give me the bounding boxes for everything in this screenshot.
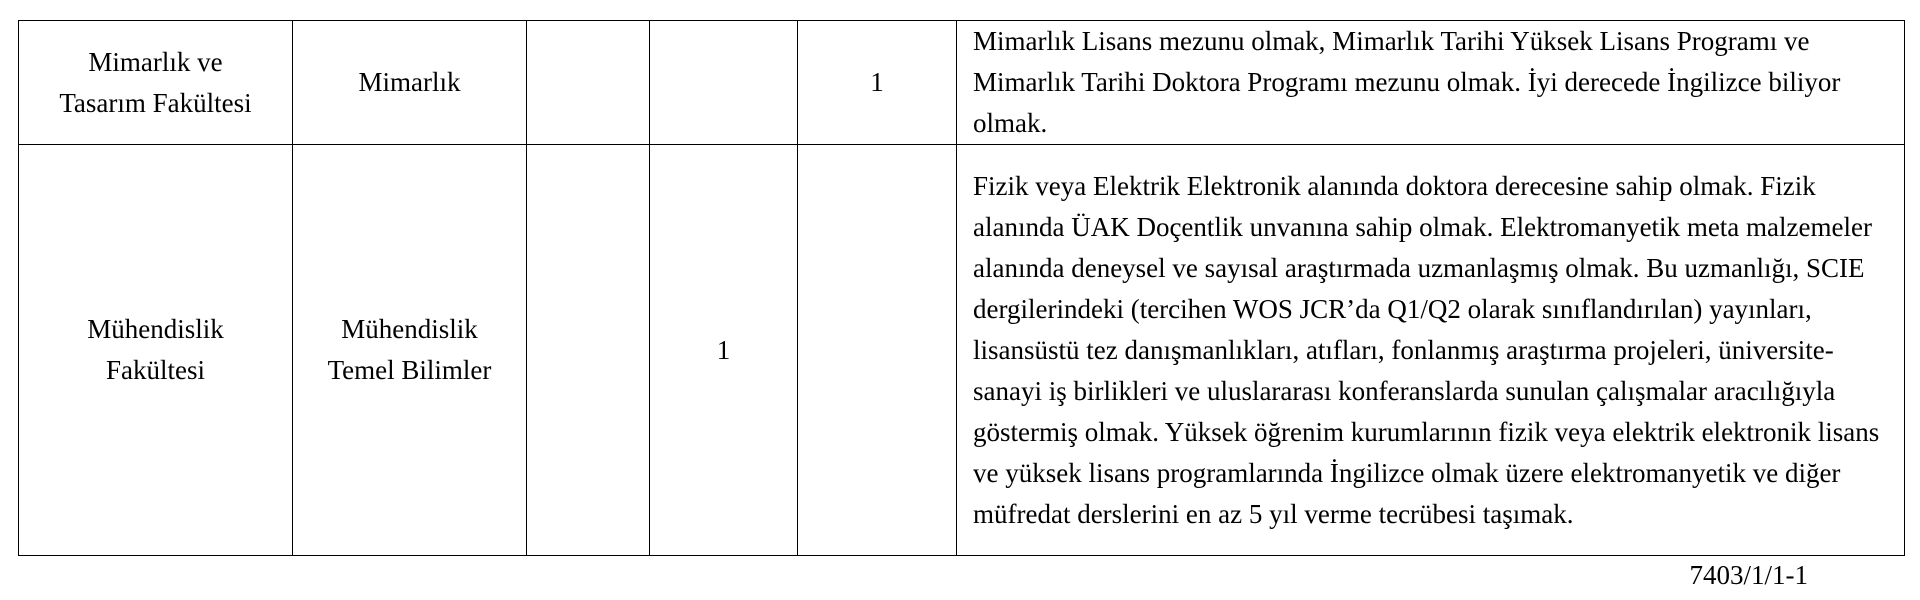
table-row bbox=[19, 145, 1905, 556]
count-cell: 1 bbox=[650, 145, 798, 556]
faculty-line: Mühendislik bbox=[87, 314, 224, 344]
staff-requirements-table bbox=[18, 20, 1905, 556]
faculty-line: Tasarım Fakültesi bbox=[59, 87, 252, 118]
table-row bbox=[19, 21, 1905, 145]
department-line: Mimarlık bbox=[358, 67, 461, 97]
faculty-line: Fakültesi bbox=[106, 355, 205, 385]
count-cell bbox=[527, 21, 650, 145]
count-cell: 1 bbox=[798, 21, 957, 145]
count-cell bbox=[650, 21, 798, 145]
document-reference-number: 7403/1/1-1 bbox=[1689, 560, 1808, 590]
department-cell bbox=[293, 145, 527, 556]
faculty-cell bbox=[19, 145, 293, 556]
faculty-cell bbox=[19, 21, 293, 145]
faculty-line: Mimarlık ve bbox=[88, 46, 223, 77]
department-cell bbox=[293, 21, 527, 145]
department-line: Temel Bilimler bbox=[327, 355, 492, 385]
requirements-cell: Fizik veya Elektrik Elektronik alanında doktora derecesine sahip olmak. Fizik alanında ÜAK Doçentlik unvanına sahip olmak. Elektromanyetik meta malzemeler alanında deneysel ve sayısal araştırmada uzmanlaşmış olmak. Bu uzmanlığı, SCIE dergilerindeki (tercihen WOS JCR’da Q1/Q2 olarak sınıflandırılan) yayınları, lisansüstü tez danışmanlıkları, atıfları, fonlanmış araştırma projeleri, üniversite-sanayi iş birlikleri ve uluslararası konferanslarda sunulan çalışmalar aracılığıyla göstermiş olmak. Yüksek öğrenim kurumlarının fizik veya elektrik elektronik lisans ve yüksek lisans programlarında İngilizce olmak üzere elektromanyetik ve diğer müfredat derslerini en az 5 yıl verme tecrübesi taşımak. bbox=[957, 145, 1905, 556]
department-line: Mühendislik bbox=[341, 314, 478, 344]
count-cell bbox=[527, 145, 650, 556]
count-cell bbox=[798, 145, 957, 556]
requirements-cell: Mimarlık Lisans mezunu olmak, Mimarlık Tarihi Yüksek Lisans Programı ve Mimarlık Tarihi Doktora Programı mezunu olmak. İyi derecede İngilizce biliyor olmak. bbox=[957, 21, 1905, 145]
